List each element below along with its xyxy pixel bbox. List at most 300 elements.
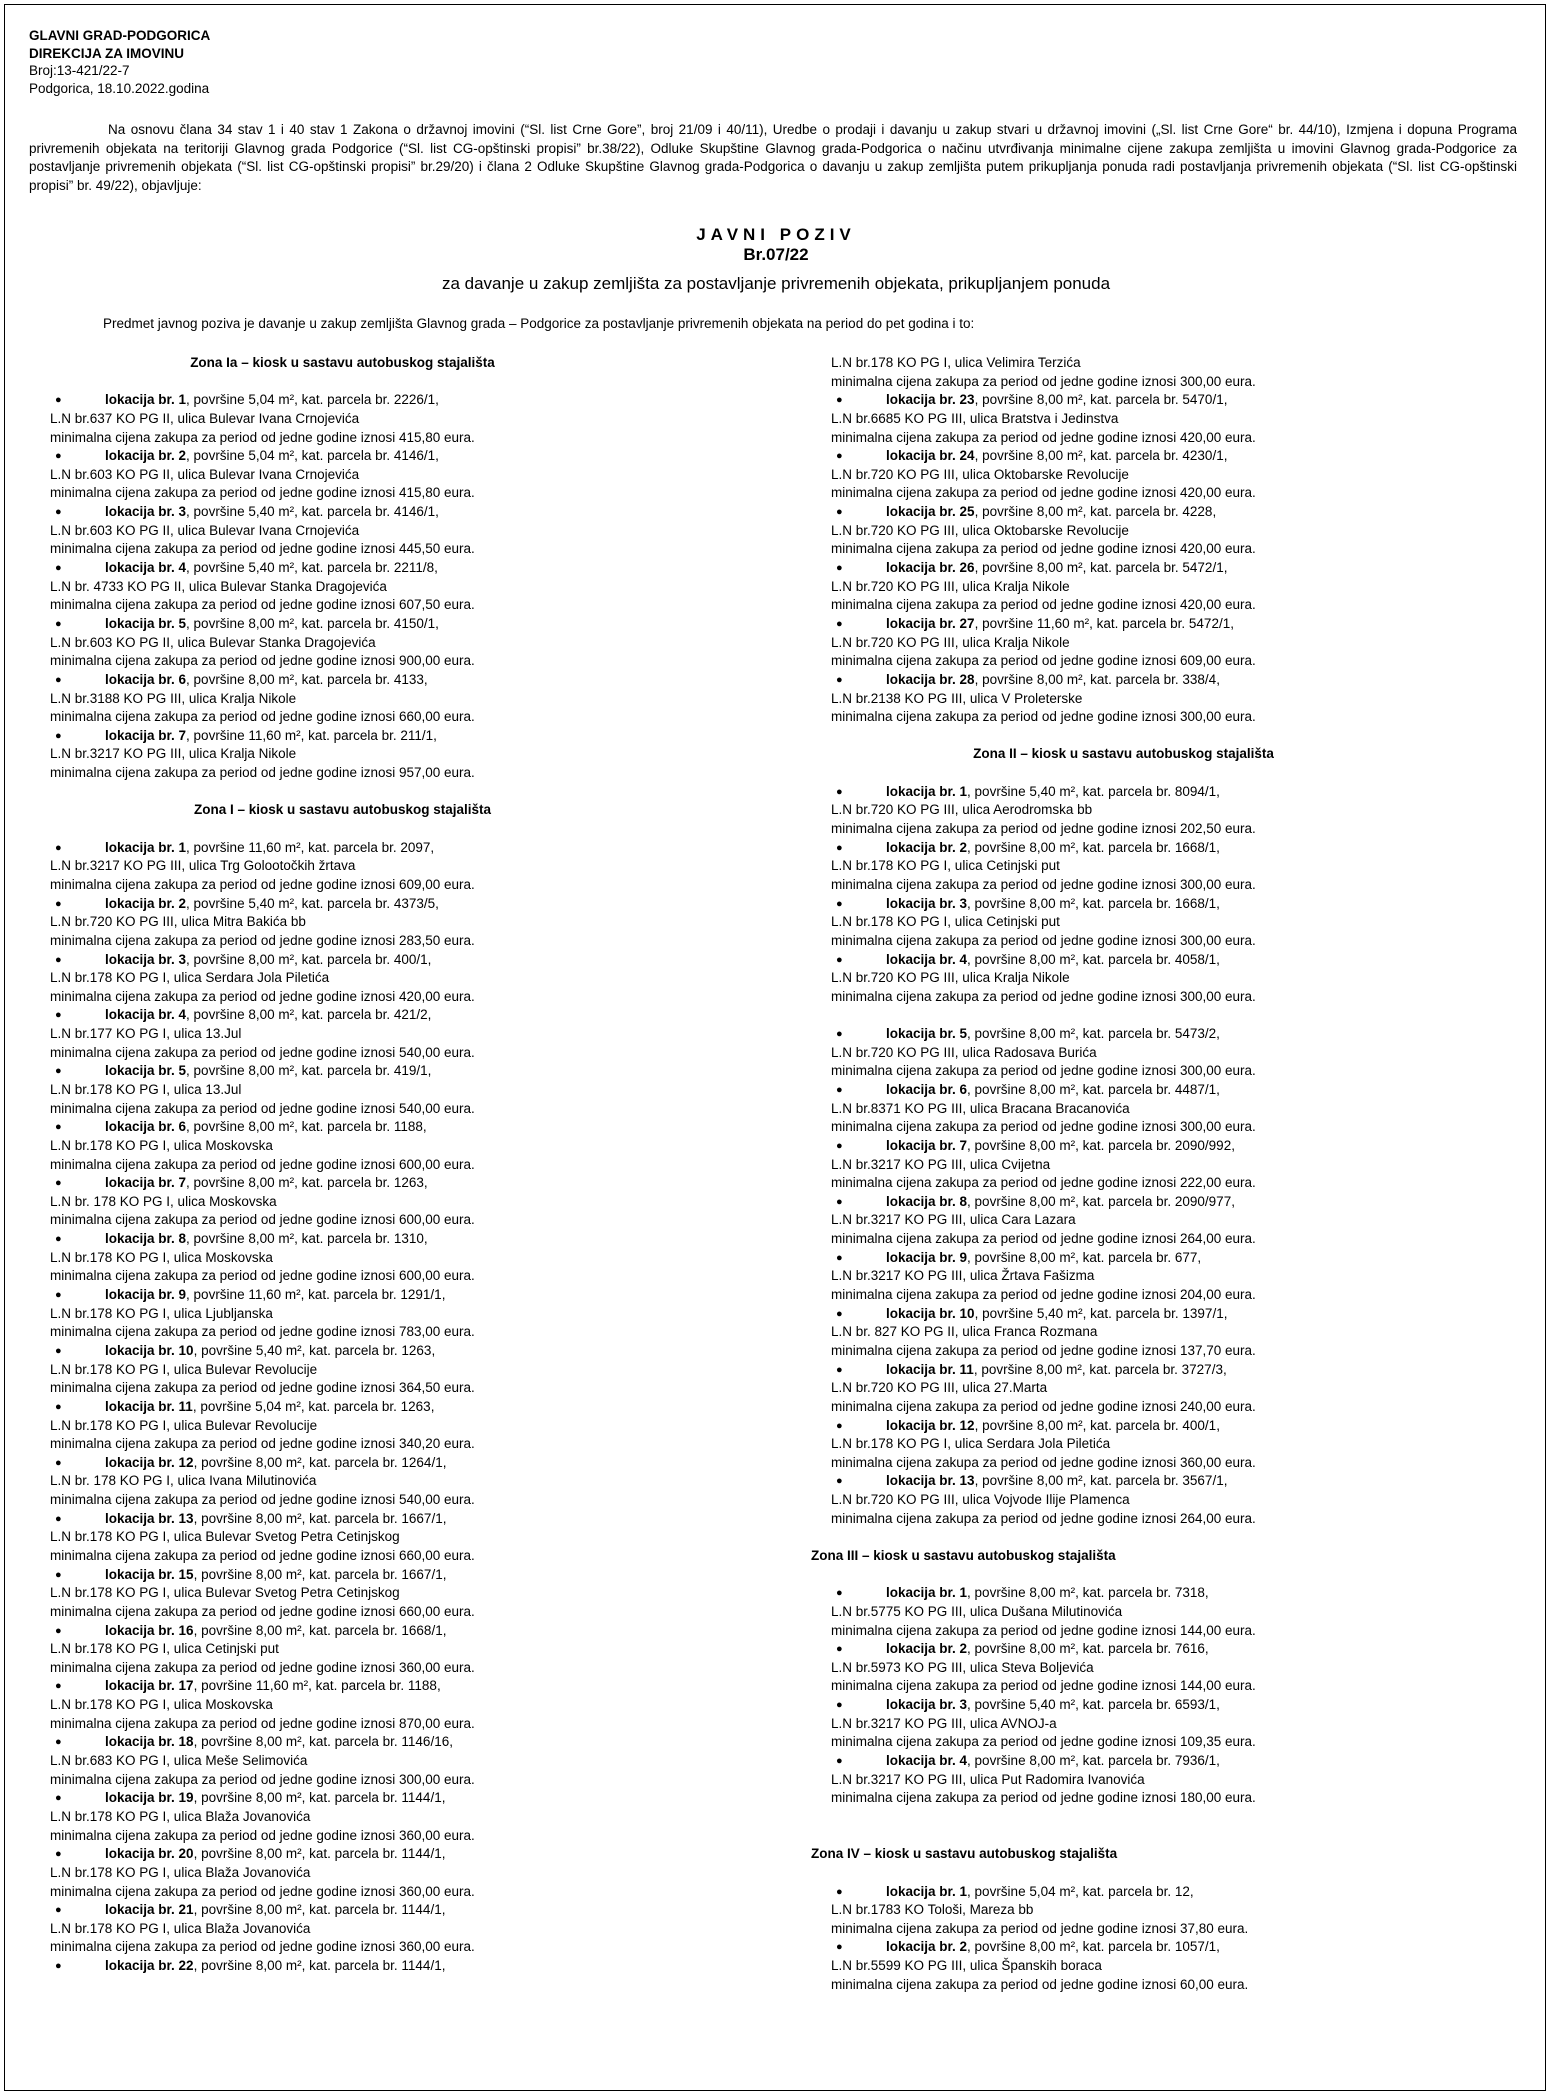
bullet-icon: ● (55, 1792, 62, 1805)
location-price: minimalna cijena zakupa za period od jedne godine iznosi 360,00 eura. (50, 1827, 475, 1843)
blank-line (831, 764, 1531, 783)
zone-heading: Zona I – kiosk u sastavu autobuskog stajališta (193, 802, 492, 818)
location-address: L.N br.178 KO PG I, ulica Cetinjski put (50, 1641, 279, 1657)
location-price: minimalna cijena zakupa za period od jedne godine iznosi 415,80 eura. (50, 429, 475, 445)
location-details: , površine 11,60 m², kat. parcela br. 1188, (193, 1678, 441, 1694)
location-address: L.N br.178 KO PG I, ulica 13.Jul (50, 1081, 242, 1097)
location-address: L.N br.3217 KO PG III, ulica Put Radomira Ivanovića (831, 1771, 1145, 1787)
location-price: minimalna cijena zakupa za period od jedne godine iznosi 360,00 eura. (50, 1939, 475, 1955)
bullet-icon: ● (55, 953, 62, 966)
bullet-icon: ● (836, 673, 843, 686)
location-price: minimalna cijena zakupa za period od jedne godine iznosi 204,00 eura. (831, 1287, 1256, 1303)
location-details: , površine 8,00 m², kat. parcela br. 7318, (967, 1585, 1209, 1601)
location-details: , površine 8,00 m², kat. parcela br. 4133, (186, 671, 428, 687)
location-price: minimalna cijena zakupa za period od jedne godine iznosi 180,00 eura. (831, 1790, 1256, 1806)
location-address: L.N br.177 KO PG I, ulica 13.Jul (50, 1026, 242, 1042)
location-details: , površine 5,04 m², kat. parcela br. 12, (967, 1883, 1194, 1899)
location-price: minimalna cijena zakupa za period od jedne godine iznosi 540,00 eura. (50, 1492, 475, 1508)
location-price: minimalna cijena zakupa za period od jedne godine iznosi 264,00 eura. (831, 1231, 1256, 1247)
location-price: minimalna cijena zakupa za period od jedne godine iznosi 600,00 eura. (50, 1212, 475, 1228)
location-label: lokacija br. 2 (105, 448, 187, 464)
location-price: minimalna cijena zakupa za period od jedne godine iznosi 540,00 eura. (50, 1044, 475, 1060)
location-address: L.N br.3188 KO PG III, ulica Kralja Nikole (50, 690, 297, 706)
bullet-icon: ● (55, 1848, 62, 1861)
location-price: minimalna cijena zakupa za period od jedne godine iznosi 144,00 eura. (831, 1622, 1256, 1638)
location-address: L.N br.178 KO PG I, ulica Blaža Jovanovića (50, 1864, 311, 1880)
blank-line (831, 1808, 1531, 1827)
location-details: , površine 8,00 m², kat. parcela br. 3567/1, (974, 1473, 1228, 1489)
location-item (831, 1584, 1531, 1603)
location-label: lokacija br. 13 (105, 1510, 194, 1526)
location-details: , površine 8,00 m², kat. parcela br. 5470/1, (974, 392, 1228, 408)
location-details: , površine 5,40 m², kat. parcela br. 2211/8, (186, 560, 438, 576)
location-price: minimalna cijena zakupa za period od jedne godine iznosi 300,00 eura. (831, 876, 1256, 892)
location-label: lokacija br. 1 (105, 839, 187, 855)
location-item (50, 1398, 750, 1417)
location-address: L.N br.178 KO PG I, ulica Ljubljanska (50, 1305, 273, 1321)
location-item (831, 839, 1531, 858)
location-item (831, 391, 1531, 410)
bullet-icon: ● (836, 617, 843, 630)
location-item (831, 1249, 1531, 1268)
location-address: L.N br.720 KO PG III, ulica Mitra Bakića bb (50, 914, 306, 930)
blank-line (831, 727, 1531, 746)
location-address: L.N br.5973 KO PG III, ulica Steva Boljevića (831, 1659, 1094, 1675)
location-item (50, 503, 750, 522)
location-address: L.N br.3217 KO PG III, ulica Cara Lazara (831, 1212, 1076, 1228)
bullet-icon: ● (55, 1736, 62, 1749)
subject-paragraph: Predmet javnog poziva je davanje u zakup zemljišta Glavnog grada – Podgorice za postavljanje privremenih objekata na period do pet godina i to: (103, 316, 975, 331)
bullet-icon: ● (836, 1475, 843, 1488)
location-label: lokacija br. 27 (886, 615, 975, 631)
location-item (50, 1677, 750, 1696)
location-item (831, 1696, 1531, 1715)
bullet-icon: ● (55, 673, 62, 686)
location-item (50, 1622, 750, 1641)
location-item (50, 1174, 750, 1193)
location-price: minimalna cijena zakupa za period od jedne godine iznosi 600,00 eura. (50, 1268, 475, 1284)
location-item (831, 1883, 1531, 1902)
location-price: minimalna cijena zakupa za period od jedne godine iznosi 660,00 eura. (50, 709, 475, 725)
bullet-icon: ● (55, 617, 62, 630)
location-details: , površine 5,04 m², kat. parcela br. 1263, (192, 1398, 435, 1414)
location-label: lokacija br. 11 (886, 1361, 974, 1377)
bullet-icon: ● (836, 1587, 843, 1600)
location-item (50, 1510, 750, 1529)
location-label: lokacija br. 3 (886, 895, 968, 911)
location-address: L.N br.1783 KO Tološi, Mareza bb (831, 1902, 1034, 1918)
location-item (831, 895, 1531, 914)
location-item (50, 1006, 750, 1025)
location-item (50, 1957, 750, 1976)
location-item (50, 559, 750, 578)
location-price: minimalna cijena zakupa za period od jedne godine iznosi 283,50 eura. (50, 932, 475, 948)
blank-line (831, 1006, 1531, 1025)
location-item (50, 1566, 750, 1585)
location-item (50, 895, 750, 914)
location-address: L.N br. 827 KO PG II, ulica Franca Rozmana (831, 1324, 1098, 1340)
location-details: , površine 5,40 m², kat. parcela br. 1263, (193, 1342, 436, 1358)
location-address: L.N br.178 KO PG I, ulica Velimira Terzića (831, 355, 1081, 370)
title-subtitle: za davanje u zakup zemljišta za postavljanje privremenih objekata, prikupljanjem ponuda (441, 274, 1111, 293)
location-address: L.N br. 4733 KO PG II, ulica Bulevar Stanka Dragojevića (50, 578, 387, 594)
bullet-icon: ● (55, 1456, 62, 1469)
location-item (50, 951, 750, 970)
location-label: lokacija br. 4 (886, 1753, 968, 1769)
location-address: L.N br.178 KO PG I, ulica Blaža Jovanovića (50, 1808, 311, 1824)
location-price: minimalna cijena zakupa za period od jedne godine iznosi 109,35 eura. (831, 1734, 1256, 1750)
location-label: lokacija br. 25 (886, 504, 975, 520)
location-label: lokacija br. 3 (886, 1697, 968, 1713)
location-item (831, 1081, 1531, 1100)
bullet-icon: ● (55, 394, 62, 407)
bullet-icon: ● (55, 1065, 62, 1078)
location-item (831, 447, 1531, 466)
bullet-icon: ● (55, 1177, 62, 1190)
location-label: lokacija br. 4 (105, 1007, 187, 1023)
location-label: lokacija br. 5 (886, 1026, 968, 1042)
location-address: L.N br.178 KO PG I, ulica Moskovska (50, 1249, 273, 1265)
location-label: lokacija br. 12 (886, 1417, 975, 1433)
location-label: lokacija br. 16 (105, 1622, 194, 1638)
location-details: , površine 8,00 m², kat. parcela br. 5472/1, (974, 560, 1228, 576)
location-address: L.N br.3217 KO PG III, ulica Trg Golootočkih žrtava (50, 858, 356, 874)
location-label: lokacija br. 21 (105, 1902, 194, 1918)
location-address: L.N br. 178 KO PG I, ulica Ivana Milutinovića (50, 1473, 317, 1489)
zone-heading: Zona IV – kiosk u sastavu autobuskog stajališta (811, 1846, 1118, 1862)
bullet-icon: ● (55, 1289, 62, 1302)
location-price: minimalna cijena zakupa za period od jedne godine iznosi 900,00 eura. (50, 653, 475, 669)
location-price: minimalna cijena zakupa za period od jedne godine iznosi 445,50 eura. (50, 541, 475, 557)
location-label: lokacija br. 4 (105, 560, 187, 576)
location-label: lokacija br. 15 (105, 1566, 194, 1582)
location-details: , površine 11,60 m², kat. parcela br. 5472/1, (974, 615, 1234, 631)
location-label: lokacija br. 17 (105, 1678, 194, 1694)
location-details: , površine 5,04 m², kat. parcela br. 4146/1, (186, 448, 439, 464)
location-label: lokacija br. 2 (886, 1641, 968, 1657)
location-details: , površine 8,00 m², kat. parcela br. 1144/1, (193, 1902, 446, 1918)
bullet-icon: ● (55, 1121, 62, 1134)
location-address: L.N br.5775 KO PG III, ulica Dušana Milutinovića (831, 1603, 1123, 1619)
blank-line (831, 1827, 1531, 1846)
location-price: minimalna cijena zakupa za period od jedne godine iznosi 420,00 eura. (831, 429, 1256, 445)
location-label: lokacija br. 12 (105, 1454, 194, 1470)
location-label: lokacija br. 28 (886, 671, 975, 687)
location-details: , površine 11,60 m², kat. parcela br. 1291/1, (186, 1287, 446, 1303)
location-label: lokacija br. 5 (105, 615, 187, 631)
bullet-icon: ● (836, 1363, 843, 1376)
bullet-icon: ● (55, 897, 62, 910)
location-label: lokacija br. 7 (105, 727, 187, 743)
location-details: , površine 8,00 m², kat. parcela br. 1263, (186, 1175, 428, 1191)
title-number: Br.07/22 (743, 245, 809, 264)
location-details: , površine 8,00 m², kat. parcela br. 1668/1, (967, 839, 1220, 855)
location-details: , površine 8,00 m², kat. parcela br. 400/1, (186, 951, 432, 967)
location-details: , površine 8,00 m², kat. parcela br. 3727/3, (973, 1361, 1227, 1377)
left-column (50, 354, 750, 1976)
location-item (831, 503, 1531, 522)
location-label: lokacija br. 6 (105, 1119, 187, 1135)
location-price: minimalna cijena zakupa za period od jedne godine iznosi 300,00 eura. (831, 932, 1256, 948)
location-item (50, 1230, 750, 1249)
bullet-icon: ● (55, 450, 62, 463)
location-label: lokacija br. 24 (886, 448, 975, 464)
org-name: GLAVNI GRAD-PODGORICA (29, 28, 211, 43)
location-label: lokacija br. 8 (105, 1231, 187, 1247)
bullet-icon: ● (836, 450, 843, 463)
location-price: minimalna cijena zakupa za period od jedne godine iznosi 540,00 eura. (50, 1100, 475, 1116)
location-details: , površine 8,00 m², kat. parcela br. 4150/1, (186, 615, 439, 631)
location-price: minimalna cijena zakupa za period od jedne godine iznosi 870,00 eura. (50, 1715, 475, 1731)
location-item (50, 1789, 750, 1808)
bullet-icon: ● (836, 1139, 843, 1152)
location-address: L.N br.603 KO PG II, ulica Bulevar Stanka Dragojevića (50, 634, 376, 650)
bullet-icon: ● (836, 1307, 843, 1320)
location-address: L.N br.178 KO PG I, ulica Moskovska (50, 1697, 273, 1713)
location-details: , površine 8,00 m², kat. parcela br. 1668/1, (967, 895, 1220, 911)
location-address: L.N br.178 KO PG I, ulica Bulevar Svetog Petra Cetinjskog (50, 1529, 400, 1545)
location-details: , površine 8,00 m², kat. parcela br. 2090/992, (967, 1137, 1235, 1153)
blank-line (50, 820, 750, 839)
location-details: , površine 8,00 m², kat. parcela br. 2090/977, (967, 1193, 1235, 1209)
location-label: lokacija br. 19 (105, 1790, 194, 1806)
location-price: minimalna cijena zakupa za period od jedne godine iznosi 420,00 eura. (831, 541, 1256, 557)
location-address: L.N br.720 KO PG III, ulica Oktobarske Revolucije (831, 466, 1129, 482)
location-label: lokacija br. 1 (886, 783, 968, 799)
location-price: minimalna cijena zakupa za period od jedne godine iznosi 420,00 eura. (50, 988, 475, 1004)
location-label: lokacija br. 9 (105, 1287, 187, 1303)
bullet-icon: ● (55, 1344, 62, 1357)
location-details: , površine 11,60 m², kat. parcela br. 2097, (186, 839, 435, 855)
location-price: minimalna cijena zakupa za period od jedne godine iznosi 360,00 eura. (50, 1883, 475, 1899)
location-address: L.N br.178 KO PG I, ulica Bulevar Revolucije (50, 1361, 318, 1377)
location-address: L.N br.178 KO PG I, ulica Serdara Jola Piletića (50, 970, 330, 986)
location-label: lokacija br. 26 (886, 560, 975, 576)
bullet-icon: ● (836, 1083, 843, 1096)
location-item (831, 1640, 1531, 1659)
location-details: , površine 8,00 m², kat. parcela br. 1668/1, (193, 1622, 447, 1638)
location-address: L.N br.2138 KO PG III, ulica V Proleterske (831, 690, 1083, 706)
location-label: lokacija br. 7 (886, 1137, 968, 1153)
location-item (50, 615, 750, 634)
bullet-icon: ● (836, 953, 843, 966)
bullet-icon: ● (55, 1568, 62, 1581)
location-item (831, 1137, 1531, 1156)
location-label: lokacija br. 10 (886, 1305, 975, 1321)
location-price: minimalna cijena zakupa za period od jedne godine iznosi 609,00 eura. (831, 653, 1256, 669)
location-details: , površine 5,40 m², kat. parcela br. 8094/1, (967, 783, 1220, 799)
location-price: minimalna cijena zakupa za period od jedne godine iznosi 300,00 eura. (831, 988, 1256, 1004)
location-price: minimalna cijena zakupa za period od jedne godine iznosi 420,00 eura. (831, 485, 1256, 501)
location-address: L.N br.3217 KO PG III, ulica Cvijetna (831, 1156, 1051, 1172)
location-details: , površine 5,04 m², kat. parcela br. 2226/1, (186, 392, 439, 408)
location-label: lokacija br. 22 (105, 1958, 194, 1974)
location-price: minimalna cijena zakupa za period od jedne godine iznosi 137,70 eura. (831, 1342, 1256, 1358)
location-item (50, 1342, 750, 1361)
location-item (50, 1118, 750, 1137)
bullet-icon: ● (836, 1419, 843, 1432)
location-label: lokacija br. 23 (886, 392, 975, 408)
location-address: L.N br.720 KO PG III, ulica Radosava Burića (831, 1044, 1097, 1060)
location-label: lokacija br. 11 (105, 1398, 193, 1414)
location-label: lokacija br. 2 (105, 895, 187, 911)
bullet-icon: ● (836, 897, 843, 910)
location-item (831, 1472, 1531, 1491)
location-address: L.N br.720 KO PG III, ulica Aerodromska bb (831, 802, 1093, 818)
location-price: minimalna cijena zakupa za period od jedne godine iznosi 240,00 eura. (831, 1398, 1256, 1414)
location-item (831, 1752, 1531, 1771)
location-price: minimalna cijena zakupa za period od jedne godine iznosi 600,00 eura. (50, 1156, 475, 1172)
location-label: lokacija br. 2 (886, 839, 968, 855)
bullet-icon: ● (55, 506, 62, 519)
location-item (50, 1286, 750, 1305)
location-label: lokacija br. 9 (886, 1249, 968, 1265)
bullet-icon: ● (836, 1755, 843, 1768)
location-price: minimalna cijena zakupa za period od jedne godine iznosi 607,50 eura. (50, 597, 475, 613)
location-price: minimalna cijena zakupa za period od jedne godine iznosi 783,00 eura. (50, 1324, 475, 1340)
location-address: L.N br.178 KO PG I, ulica Cetinjski put (831, 858, 1060, 874)
zone-heading: Zona II – kiosk u sastavu autobuskog stajališta (973, 746, 1274, 762)
location-details: , površine 8,00 m², kat. parcela br. 1667/1, (193, 1510, 447, 1526)
bullet-icon: ● (836, 1885, 843, 1898)
location-price: minimalna cijena zakupa za period od jedne godine iznosi 360,00 eura. (831, 1454, 1256, 1470)
bullet-icon: ● (836, 1643, 843, 1656)
location-label: lokacija br. 7 (105, 1175, 187, 1191)
location-details: , površine 8,00 m², kat. parcela br. 4230/1, (974, 448, 1228, 464)
bullet-icon: ● (836, 506, 843, 519)
location-label: lokacija br. 20 (105, 1846, 194, 1862)
location-address: L.N br.178 KO PG I, ulica Bulevar Svetog Petra Cetinjskog (50, 1585, 400, 1601)
location-details: , površine 8,00 m², kat. parcela br. 1144/1, (193, 1958, 446, 1974)
location-label: lokacija br. 6 (105, 671, 187, 687)
location-address: L.N br.603 KO PG II, ulica Bulevar Ivana Crnojevića (50, 522, 360, 538)
bullet-icon: ● (836, 1251, 843, 1264)
location-details: , površine 8,00 m², kat. parcela br. 677, (967, 1249, 1202, 1265)
bullet-icon: ● (836, 1195, 843, 1208)
location-price: minimalna cijena zakupa za period od jedne godine iznosi 364,50 eura. (50, 1380, 475, 1396)
location-label: lokacija br. 4 (886, 951, 968, 967)
location-item (50, 1454, 750, 1473)
location-price: minimalna cijena zakupa za period od jedne godine iznosi 222,00 eura. (831, 1175, 1256, 1191)
location-address: L.N br.720 KO PG III, ulica Vojvode Ilije Plamenca (831, 1492, 1130, 1508)
location-item (831, 951, 1531, 970)
location-details: , površine 11,60 m², kat. parcela br. 211/1, (186, 727, 437, 743)
location-details: , površine 8,00 m², kat. parcela br. 1144/1, (193, 1846, 446, 1862)
bullet-icon: ● (55, 562, 62, 575)
blank-line (831, 1566, 1531, 1585)
location-label: lokacija br. 1 (886, 1585, 968, 1601)
location-address: L.N br.3217 KO PG III, ulica Kralja Nikole (50, 746, 297, 762)
location-details: , površine 5,40 m², kat. parcela br. 6593/1, (967, 1697, 1220, 1713)
org-department: DIREKCIJA ZA IMOVINU (29, 45, 185, 61)
location-item (831, 1417, 1531, 1436)
location-label: lokacija br. 13 (886, 1473, 975, 1489)
bullet-icon: ● (55, 1680, 62, 1693)
bullet-icon: ● (836, 394, 843, 407)
location-item (50, 1845, 750, 1864)
location-details: , površine 8,00 m², kat. parcela br. 4487/1, (967, 1081, 1220, 1097)
location-price: minimalna cijena zakupa za period od jedne godine iznosi 660,00 eura. (50, 1603, 475, 1619)
location-price: minimalna cijena zakupa za period od jedne godine iznosi 300,00 eura. (831, 709, 1256, 725)
location-details: , površine 8,00 m², kat. parcela br. 1146/16, (193, 1734, 453, 1750)
bullet-icon: ● (55, 1512, 62, 1525)
location-item (831, 1938, 1531, 1957)
location-address: L.N br.178 KO PG I, ulica Serdara Jola Piletića (831, 1436, 1111, 1452)
location-item (50, 727, 750, 746)
location-details: , površine 8,00 m², kat. parcela br. 400/1, (974, 1417, 1220, 1433)
location-item (50, 391, 750, 410)
location-price: minimalna cijena zakupa za period od jedne godine iznosi 300,00 eura. (831, 373, 1256, 389)
legal-basis-paragraph: Na osnovu člana 34 stav 1 i 40 stav 1 Zakona o državnoj imovini (“Sl. list Crne Gore”, broj 21/09 i 40/11), Uredbe o prodaji i davanju u zakup stvari u državnoj imovini („Sl. list Crne Gore“ br. 44/10), Izmjena i dopuna Programa privremenih objekata na teritoriji Glavnog grada Podgorice (“Sl. list CG-opštinski propisi” br.38/22), Odluke Skupštine Glavnog grada-Podgorica o načinu utvrđivanja minimalne cijene zakupa zemljišta u imovini Glavnog grada-Podgorice za postavljanje privremenih objekata (“Sl. list CG-opštinski propisi” br.29/20) i člana 2 Odluke Skupštine Glavnog grada-Podgorica o davanju u zakup zemljišta putem prikupljanja ponuda radi postavljanja privremenih objekata (“Sl. list CG-opštinski propisi” br. 49/22), objavljuje: (29, 122, 1517, 193)
location-details: , površine 8,00 m², kat. parcela br. 1057/1, (967, 1939, 1220, 1955)
location-item (50, 839, 750, 858)
location-details: , površine 8,00 m², kat. parcela br. 421/2, (186, 1007, 432, 1023)
location-item (831, 615, 1531, 634)
location-price: minimalna cijena zakupa za period od jedne godine iznosi 660,00 eura. (50, 1548, 475, 1563)
location-address: L.N br. 178 KO PG I, ulica Moskovska (50, 1193, 277, 1209)
location-price: minimalna cijena zakupa za period od jedne godine iznosi 300,00 eura. (831, 1063, 1256, 1079)
bullet-icon: ● (55, 1009, 62, 1022)
location-details: , površine 8,00 m², kat. parcela br. 1310, (186, 1231, 428, 1247)
location-label: lokacija br. 5 (105, 1063, 187, 1079)
location-item (831, 559, 1531, 578)
location-item (50, 1901, 750, 1920)
location-details: , površine 8,00 m², kat. parcela br. 7936/1, (967, 1753, 1220, 1769)
reference-number: Broj:13-421/22-7 (29, 63, 130, 78)
location-price: minimalna cijena zakupa za period od jedne godine iznosi 264,00 eura. (831, 1510, 1256, 1526)
title-main: JAVNI POZIV (696, 225, 856, 244)
bullet-icon: ● (836, 562, 843, 575)
bullet-icon: ● (836, 1699, 843, 1712)
location-price: minimalna cijena zakupa za period od jedne godine iznosi 360,00 eura. (50, 1659, 475, 1675)
bullet-icon: ● (55, 1960, 62, 1973)
bullet-icon: ● (55, 841, 62, 854)
bullet-icon: ● (55, 1904, 62, 1917)
blank-line (50, 373, 750, 392)
location-item (831, 1361, 1531, 1380)
document-header (29, 27, 210, 97)
location-details: , površine 8,00 m², kat. parcela br. 1188, (186, 1119, 427, 1135)
location-address: L.N br.5599 KO PG III, ulica Španskih boraca (831, 1958, 1102, 1974)
location-price: minimalna cijena zakupa za period od jedne godine iznosi 300,00 eura. (50, 1771, 475, 1787)
location-price: minimalna cijena zakupa za period od jedne godine iznosi 609,00 eura. (50, 876, 475, 892)
location-item (50, 671, 750, 690)
bullet-icon: ● (55, 1233, 62, 1246)
location-details: , površine 8,00 m², kat. parcela br. 5473/2, (967, 1026, 1220, 1042)
blank-line (831, 1864, 1531, 1883)
location-details: , površine 8,00 m², kat. parcela br. 4228, (974, 504, 1217, 520)
location-label: lokacija br. 3 (105, 951, 187, 967)
location-label: lokacija br. 6 (886, 1081, 968, 1097)
bullet-icon: ● (55, 729, 62, 742)
location-label: lokacija br. 2 (886, 1939, 968, 1955)
bullet-icon: ● (836, 1028, 843, 1041)
location-price: minimalna cijena zakupa za period od jedne godine iznosi 144,00 eura. (831, 1678, 1256, 1694)
location-item (831, 1025, 1531, 1044)
location-label: lokacija br. 1 (886, 1883, 968, 1899)
location-address: L.N br.6685 KO PG III, ulica Bratstva i Jedinstva (831, 410, 1119, 426)
location-label: lokacija br. 1 (105, 392, 187, 408)
location-price: minimalna cijena zakupa za period od jedne godine iznosi 202,50 eura. (831, 821, 1256, 837)
location-address: L.N br.8371 KO PG III, ulica Bracana Bracanovića (831, 1100, 1130, 1116)
bullet-icon: ● (836, 1941, 843, 1954)
location-address: L.N br.720 KO PG III, ulica 27.Marta (831, 1380, 1048, 1396)
location-label: lokacija br. 18 (105, 1734, 194, 1750)
location-price: minimalna cijena zakupa za period od jedne godine iznosi 60,00 eura. (831, 1976, 1249, 1992)
zone-heading: Zona III – kiosk u sastavu autobuskog stajališta (811, 1548, 1116, 1563)
location-details: , površine 8,00 m², kat. parcela br. 419/1, (186, 1063, 432, 1079)
location-details: , površine 8,00 m², kat. parcela br. 1667/1, (193, 1566, 447, 1582)
